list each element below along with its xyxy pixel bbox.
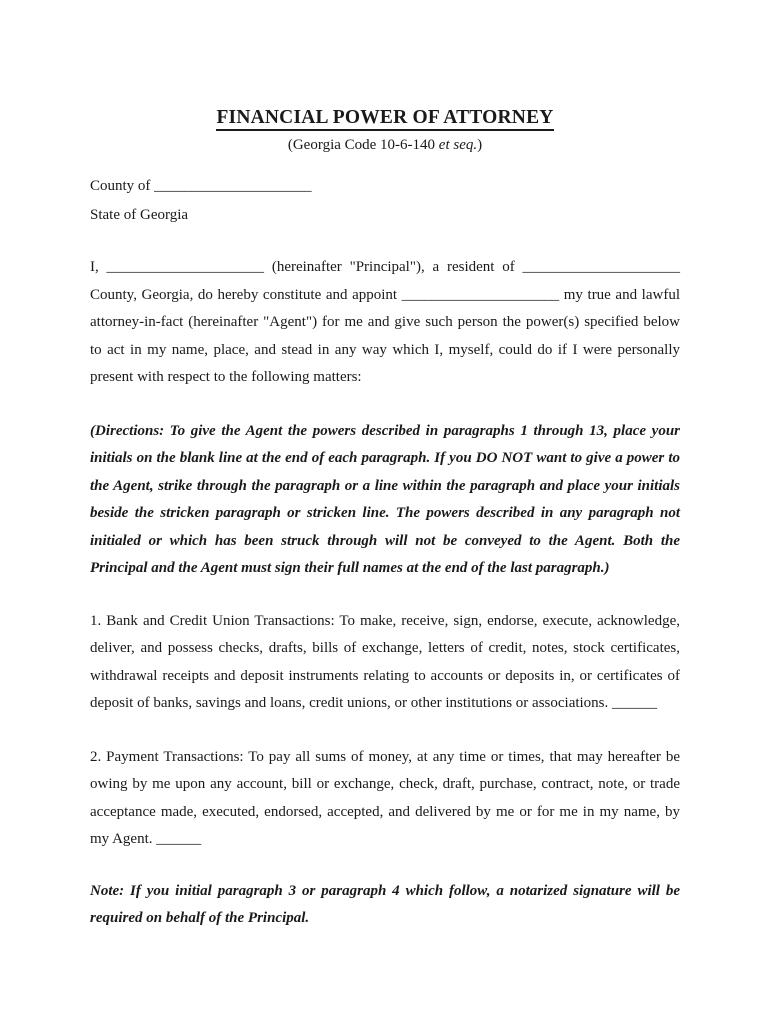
paragraph-1-text: 1. Bank and Credit Union Transactions: To make, receive, sign, endorse, execute, acknowledge, deliver, and possess checks, drafts, bills of exchange, letters of credit, notes, stock certificates, withdrawal receipts and deposit instruments relating to accounts or deposits in, or certificates of deposit of banks, savings and loans, credit unions, or other institutions or associations.: [90, 612, 680, 711]
county-name-blank[interactable]: _____________________: [522, 259, 681, 275]
opening-text-2: (hereinafter "Principal"), a resident of: [264, 259, 523, 275]
paragraph-2-payment-transactions: [90, 744, 680, 854]
paragraph-1-initials-blank[interactable]: ______: [612, 695, 658, 711]
county-line: [90, 172, 680, 201]
document-title-text: FINANCIAL POWER OF ATTORNEY: [216, 107, 553, 131]
directions-paragraph: (Directions: To give the Agent the powers described in paragraphs 1 through 13, place your initials on the blank line at the end of each paragraph. If you DO NOT want to give a power to the Agent, strike through the paragraph or a line within the paragraph and place your initials beside the stricken paragraph or stricken line. The powers described in any paragraph not initialed or which has been struck through will not be conveyed to the Agent. Both the Principal and the Agent must sign their full names at the end of the last paragraph.): [90, 422, 680, 576]
subtitle-prefix: (Georgia Code 10-6-140: [287, 137, 439, 153]
opening-text-1: I,: [90, 259, 107, 275]
venue-block: [90, 172, 680, 230]
agent-name-blank[interactable]: _____________________: [401, 286, 560, 303]
opening-text-4: my true and lawful attorney-in-fact (hereinafter "Agent") for me and give such person the power(s) specified below to act in my name, place, and stead in any way which I, myself, could do if I were personally present with respect to the following matters:: [90, 286, 681, 385]
document-subtitle: [90, 135, 680, 156]
principal-name-blank[interactable]: _____________________: [106, 259, 265, 275]
paragraph-2-text: 2. Payment Transactions: To pay all sums of money, at any time or times, that may hereafter be owing by me upon any account, bill or exchange, check, draft, purchase, contract, note, or trade acceptance made, executed, endorsed, accepted, and delivered by me or for me in my name, by my Agent.: [90, 748, 680, 847]
document-title: [90, 106, 680, 130]
subtitle-latin-citation: et seq.: [438, 137, 478, 153]
county-label: County of: [90, 178, 155, 194]
paragraph-1-bank-transactions: [90, 608, 680, 718]
state-line: State of Georgia: [90, 207, 189, 223]
opening-paragraph: [90, 254, 680, 392]
opening-text-3: County, Georgia, do hereby constitute and appoint: [90, 286, 402, 303]
notary-note: Note: If you initial paragraph 3 or paragraph 4 which follow, a notarized signature will be required on behalf of the Principal.: [90, 882, 680, 926]
county-blank[interactable]: _____________________: [154, 178, 312, 194]
subtitle-suffix: ): [477, 137, 483, 153]
paragraph-2-initials-blank[interactable]: ______: [156, 831, 202, 847]
